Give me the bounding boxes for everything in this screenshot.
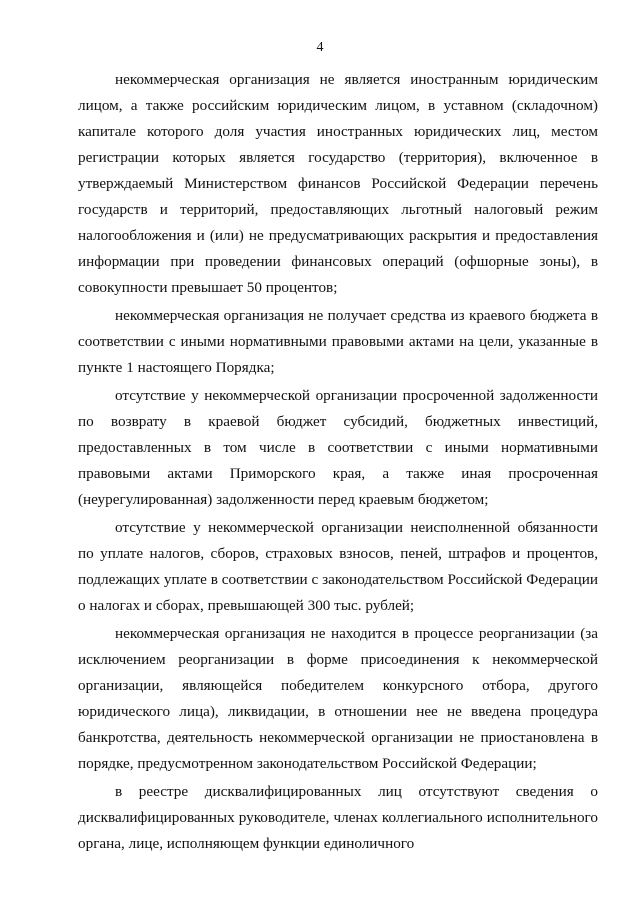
paragraph-foreign-entity: некоммерческая организация не является иностранным юридическим лицом, а также российским юридическим лицом, в уставном (складочном) капитале которого доля участия иностранных юридических лиц, местом регистрации которых является государство (территория), включенное в утверждаемый Министерством финансов Российской Федерации перечень государств и территорий, предоставляющих льготный налоговый режим налогообложения и (или) не предусматривающих раскрытия и предоставления информации при проведении финансовых операций (офшорные зоны), в совокупности превышает 50 процентов; — [78, 71, 598, 296]
paragraph-no-overdue-debt: отсутствие у некоммерческой организации просроченной задолженности по возврату в краевой бюджет субсидий, бюджетных инвестиций, предоставленных в том числе в соответствии с иными нормативными правовыми актами Приморского края, а также иная просроченная (неурегулированная) задолженности перед краевым бюджетом; — [78, 387, 598, 508]
page-number: 4 — [316, 40, 324, 55]
paragraph-no-tax-arrears: отсутствие у некоммерческой организации неисполненной обязанности по уплате налогов, сборов, страховых взносов, пеней, штрафов и процентов, подлежащих уплате в соответствии с законодательством Российской Федерации о налогах и сборах, превышающей 300 тыс. рублей; — [78, 519, 598, 614]
paragraph-disqualified-registry: в реестре дисквалифицированных лиц отсутствуют сведения о дисквалифицированных руководителе, членах коллегиального исполнительного органа, лице, исполняющем функции единоличного — [78, 783, 598, 852]
paragraph-no-reorganization: некоммерческая организация не находится в процессе реорганизации (за исключением реорганизации в форме присоединения к некоммерческой организации, являющейся победителем конкурсного отбора, другого юридического лица), ликвидации, в отношении нее не введена процедура банкротства, деятельность некоммерческой организации не приостановлена в порядке, предусмотренном законодательством Российской Федерации; — [78, 625, 598, 772]
document-body — [78, 67, 598, 859]
paragraph-no-other-funds: некоммерческая организация не получает средства из краевого бюджета в соответствии с иными нормативными правовыми актами на цели, указанные в пункте 1 настоящего Порядка; — [78, 307, 598, 376]
